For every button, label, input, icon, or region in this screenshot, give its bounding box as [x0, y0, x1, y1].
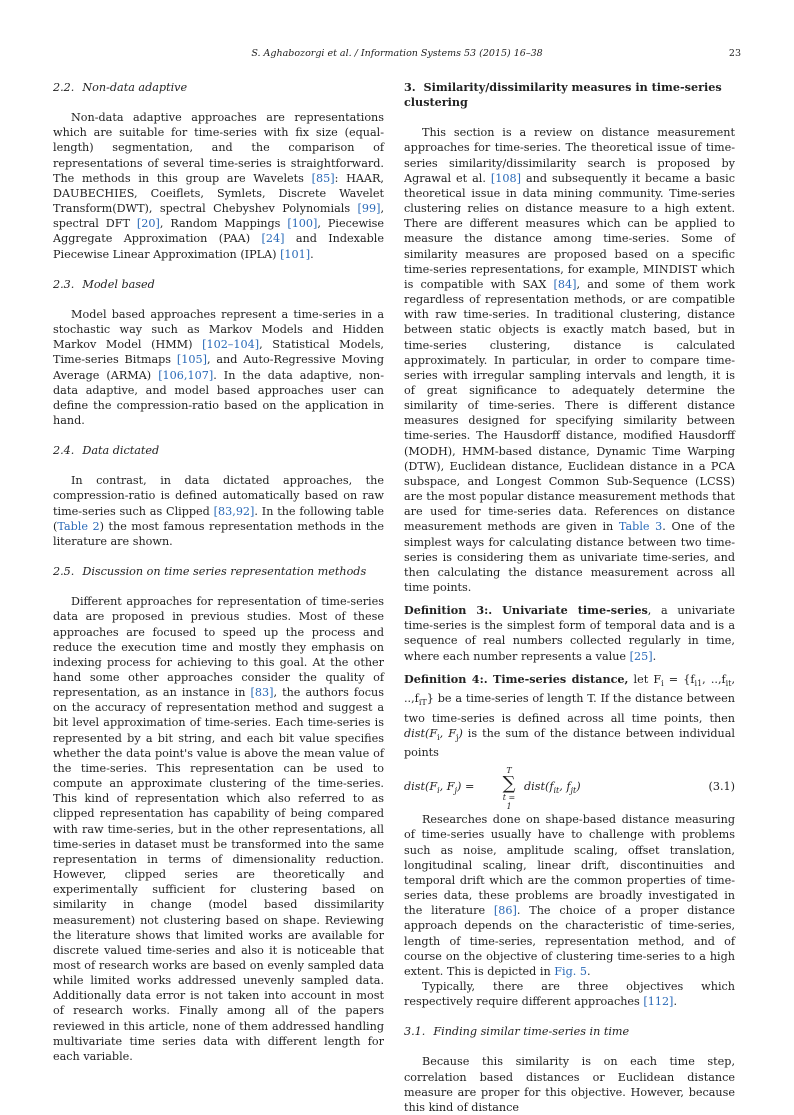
citation-link[interactable]: [112]: [643, 995, 674, 1009]
citation-link[interactable]: [24]: [261, 232, 285, 246]
section-number: 2.3.: [53, 277, 75, 291]
paragraph-shape-based: [404, 812, 735, 979]
section-number: 2.2.: [53, 81, 75, 94]
citation-link[interactable]: [86]: [493, 904, 517, 918]
definition-3: [404, 603, 735, 664]
math-run: ) =: [457, 780, 475, 794]
text-run: , and Auto-Regressive Moving Average (ARMA): [53, 353, 384, 382]
sum-lower-limit: t = 1: [502, 793, 516, 812]
text-run: .: [586, 964, 591, 978]
citation-link[interactable]: [108]: [490, 171, 521, 185]
text-run: , Piecewise Aggregate Approximation (PAA): [53, 217, 385, 246]
figure-link[interactable]: Fig. 5: [554, 964, 587, 978]
math-run: , F: [439, 726, 456, 740]
text-run: . In the following table (: [53, 504, 385, 533]
text-run: : HAAR, DAUBECHIES, Coeiflets, Symlets, Discrete Wavelet Transform(DWT), spectral Chebyshev Polynomials: [53, 171, 384, 216]
section-title: Non-data adaptive: [82, 81, 188, 94]
text-run: Typically, there are three objectives which respectively require different approaches: [404, 979, 735, 1009]
text-run: . In the data adaptive, non-data adaptive, and model based approaches user can define the compression-ratio based on the application in hand.: [53, 368, 384, 427]
paragraph-similar-in-time: Because this similarity is on each time step, correlation based distances or Euclidean distance measure are proper for this objective. However, because this kind of distance: [404, 1055, 735, 1114]
subscript: i: [437, 786, 440, 796]
left-column: [53, 80, 384, 1064]
paragraph-non-data-adaptive: [53, 110, 384, 262]
text-run: } be a time-series of length T. If the distance between two time-series is defined across all time points, then: [404, 692, 735, 725]
text-run: Model based approaches represent a time-series in a stochastic way such as Markov Models and Hidden Markov Model (HMM): [53, 307, 384, 352]
citation-link[interactable]: [84]: [553, 277, 577, 291]
text-run: ) the most famous representation methods in the literature are shown.: [53, 519, 385, 548]
text-run: .: [673, 995, 677, 1009]
text-run: .: [652, 649, 657, 663]
sigma-symbol: ∑: [502, 773, 516, 795]
text-run: This section is a review on distance measurement approaches for time-series. The theoretical issue of time-series similarity/dissimilarity search is proposed by Agrawal et al.: [404, 126, 735, 185]
table-link[interactable]: Table 3: [618, 520, 663, 534]
paragraph-data-dictated: [53, 473, 384, 549]
section-heading-2-4: [53, 443, 384, 458]
text-run: , the authors focus on the accuracy of representation method and suggest a bit level approximation of time-series. Each time-series is represented by a bit string, and each bit value specifies whether the data point's value is above the mean value of the time-series. This representation can be used to compute an approximate clustering of the time-series. This kind of representation which also referred to as clipped representation has capability of being compared with raw time-series, but in the other representations, all time-series in dataset must be transformed into the same representation in terms of dimensionality reduction. However, clipped series are theoretically and experimentally sufficient for clustering based on similarity in change (model based dissimilarity measurement) not clustering based on shape. Reviewing the literature shows that limited works are available for discrete valued time-series and also it is noticeable that most of research works are based on evenly sampled data while limited works addressed unevenly sampled data. Additionally data error is not taken into account in most of research works. Finally among all of the papers reviewed in this article, none of them addressed handling multivariate time series data with different length for each variable.: [53, 686, 384, 1063]
citation-link[interactable]: [25]: [629, 649, 653, 663]
running-title: S. Aghabozorgi et al. / Information Systems 53 (2015) 16–38: [251, 48, 543, 59]
section-heading-2-2: [53, 80, 384, 95]
text-run: and Indexable Piecewise Linear Approximation (IPLA): [53, 232, 384, 261]
citation-link[interactable]: [106,107]: [158, 368, 214, 382]
definition-label: Definition 3:. Univariate time-series: [404, 603, 648, 618]
text-run: In contrast, in data dictated approaches, the compression-ratio is defined automatically based on raw time-series such as Clipped: [53, 474, 384, 518]
section-heading-3-1: [404, 1024, 735, 1039]
section-title: Discussion on time series representation methods: [82, 565, 367, 579]
text-run: let F: [628, 672, 662, 686]
math-run: , f: [559, 780, 571, 794]
math-run: ): [576, 780, 581, 794]
sum-upper-limit: T: [506, 766, 512, 776]
text-run: , a univariate time-series is the simplest form of temporal data and is a sequence of real numbers collected regularly in time, where each number represents a value: [404, 604, 736, 663]
subscript: i: [661, 679, 664, 689]
text-run: , and some of them work regardless of representation methods, or are compatible with raw time-series. In traditional clustering, distance between static objects is exactly match based, but in time-series clustering, distance is calculated approximately. In particular, in order to compare time-series with irregular sampling intervals and length, it is of great significance to adequately determine the similarity of time-series. There is different distance measures designed for specifying similarity between time-series. The Hausdorff distance, modified Hausdorff (MODH), HMM-based distance, Dynamic Time Warping (DTW), Euclidean distance, Euclidean distance in a PCA subspace, and Longest Common Sub-Sequence (LCSS) are the most popular distance measurement methods that are used for time-series data. References on distance measurement methods are given in: [404, 277, 736, 534]
subscript: i1: [694, 679, 703, 689]
text-run: , spectral DFT: [53, 202, 384, 231]
paragraph-distance-review: [404, 125, 735, 595]
citation-link[interactable]: [105]: [176, 353, 207, 367]
citation-link[interactable]: [83]: [250, 686, 274, 700]
section-title: Data dictated: [82, 444, 160, 458]
citation-link[interactable]: [102–104]: [202, 338, 260, 352]
definition-label: Definition 4:. Time-series distance,: [404, 671, 629, 686]
text-run: , Random Mappings: [159, 217, 288, 231]
text-run: Different approaches for representation of time-series data are proposed in previous studies. Most of these approaches are focused to speed up the process and reduce the execution time and mostly they emphasis on indexing process for achieving to this goal. At the other hand some other approaches consider the quality of representation, as an instance in: [53, 595, 384, 700]
section-number: 3.1.: [404, 1025, 426, 1039]
citation-link[interactable]: [85]: [311, 171, 335, 185]
right-column: [404, 80, 735, 1115]
math-run: dist(f: [524, 780, 554, 794]
math-run: dist(F: [404, 780, 438, 794]
subscript: j: [455, 732, 459, 742]
equation-number: (3.1): [708, 780, 735, 794]
section-heading-3: [404, 80, 735, 110]
text-run: = {f: [663, 672, 695, 686]
section-number: 3.: [404, 80, 416, 94]
math-run: ): [458, 726, 463, 740]
text-run: Researches done on shape-based distance measuring of time-series usually have to challenge with problems such as noise, amplitude scaling, offset translation, longitudinal scaling, linear drift, discontinuities and temporal drift which are the common properties of time-series data, these problems are broadly investigated in the literature: [404, 813, 735, 918]
citation-link[interactable]: [101]: [280, 247, 311, 261]
section-title: Model based: [82, 277, 155, 291]
paragraph-objectives: [404, 979, 735, 1009]
text-run: Non-data adaptive approaches are representations which are suitable for time-series with fix size (equal-length) segmentation, and the comparison of representations of several time-series is straightforward. The methods in this group are Wavelets: [53, 111, 384, 185]
citation-link[interactable]: [83,92]: [213, 504, 255, 518]
equation-lhs: [404, 779, 474, 798]
paragraph-model-based: [53, 307, 384, 428]
text-run: , Statistical Models, Time-series Bitmaps: [53, 338, 384, 367]
text-run: , ..,f: [702, 672, 726, 686]
running-header: [53, 48, 741, 64]
text-run: and subsequently it became a basic theoretical issue in data mining community. Time-series clustering relies on distance measure to a high extent. There are different measures which can be applied to measure the distance among time-series. Some of similarity measures are proposed based on a specific time-series representations, for example, MINDIST which is compatible with SAX: [404, 171, 735, 291]
section-number: 2.5.: [53, 565, 75, 579]
text-run: . One of the simplest ways for calculating distance between two time-series is considering them as univariate time-series, and then calculating the distance measurement across all time points.: [404, 520, 736, 594]
subscript: j: [454, 786, 458, 796]
section-heading-2-5: [53, 564, 384, 579]
citation-link[interactable]: [20]: [136, 217, 160, 231]
subscript: it: [553, 786, 560, 796]
subscript: i: [437, 732, 440, 742]
citation-link[interactable]: [100]: [287, 217, 318, 231]
equation-3-1: [404, 766, 735, 812]
text-run: is the sum of the distance between individual points: [404, 726, 736, 760]
subscript: iT: [418, 698, 427, 708]
paragraph-discussion: [53, 594, 384, 1064]
math-run: dist(F: [404, 726, 438, 740]
math-run: , F: [439, 780, 455, 794]
page-number: 23: [728, 48, 741, 59]
section-number: 2.4.: [53, 444, 75, 458]
equation-rhs: [524, 779, 581, 798]
citation-link[interactable]: [99]: [357, 202, 381, 216]
subscript: it: [725, 679, 732, 689]
text-run: . The choice of a proper distance approach depends on the characteristic of time-series, length of time-series, representation method, and of course on the objective of clustering time-series to a high extent. This is depicted in: [404, 904, 735, 978]
summation: [500, 766, 518, 811]
text-run: .: [310, 247, 314, 261]
table-link[interactable]: Table 2: [57, 519, 100, 533]
text-run: , ..,f: [404, 672, 735, 706]
section-title: Similarity/dissimilarity measures in time-series clustering: [404, 80, 722, 110]
section-title: Finding similar time-series in time: [433, 1025, 630, 1039]
definition-4: [404, 672, 735, 760]
subscript: jt: [570, 786, 577, 796]
section-heading-2-3: [53, 277, 384, 292]
